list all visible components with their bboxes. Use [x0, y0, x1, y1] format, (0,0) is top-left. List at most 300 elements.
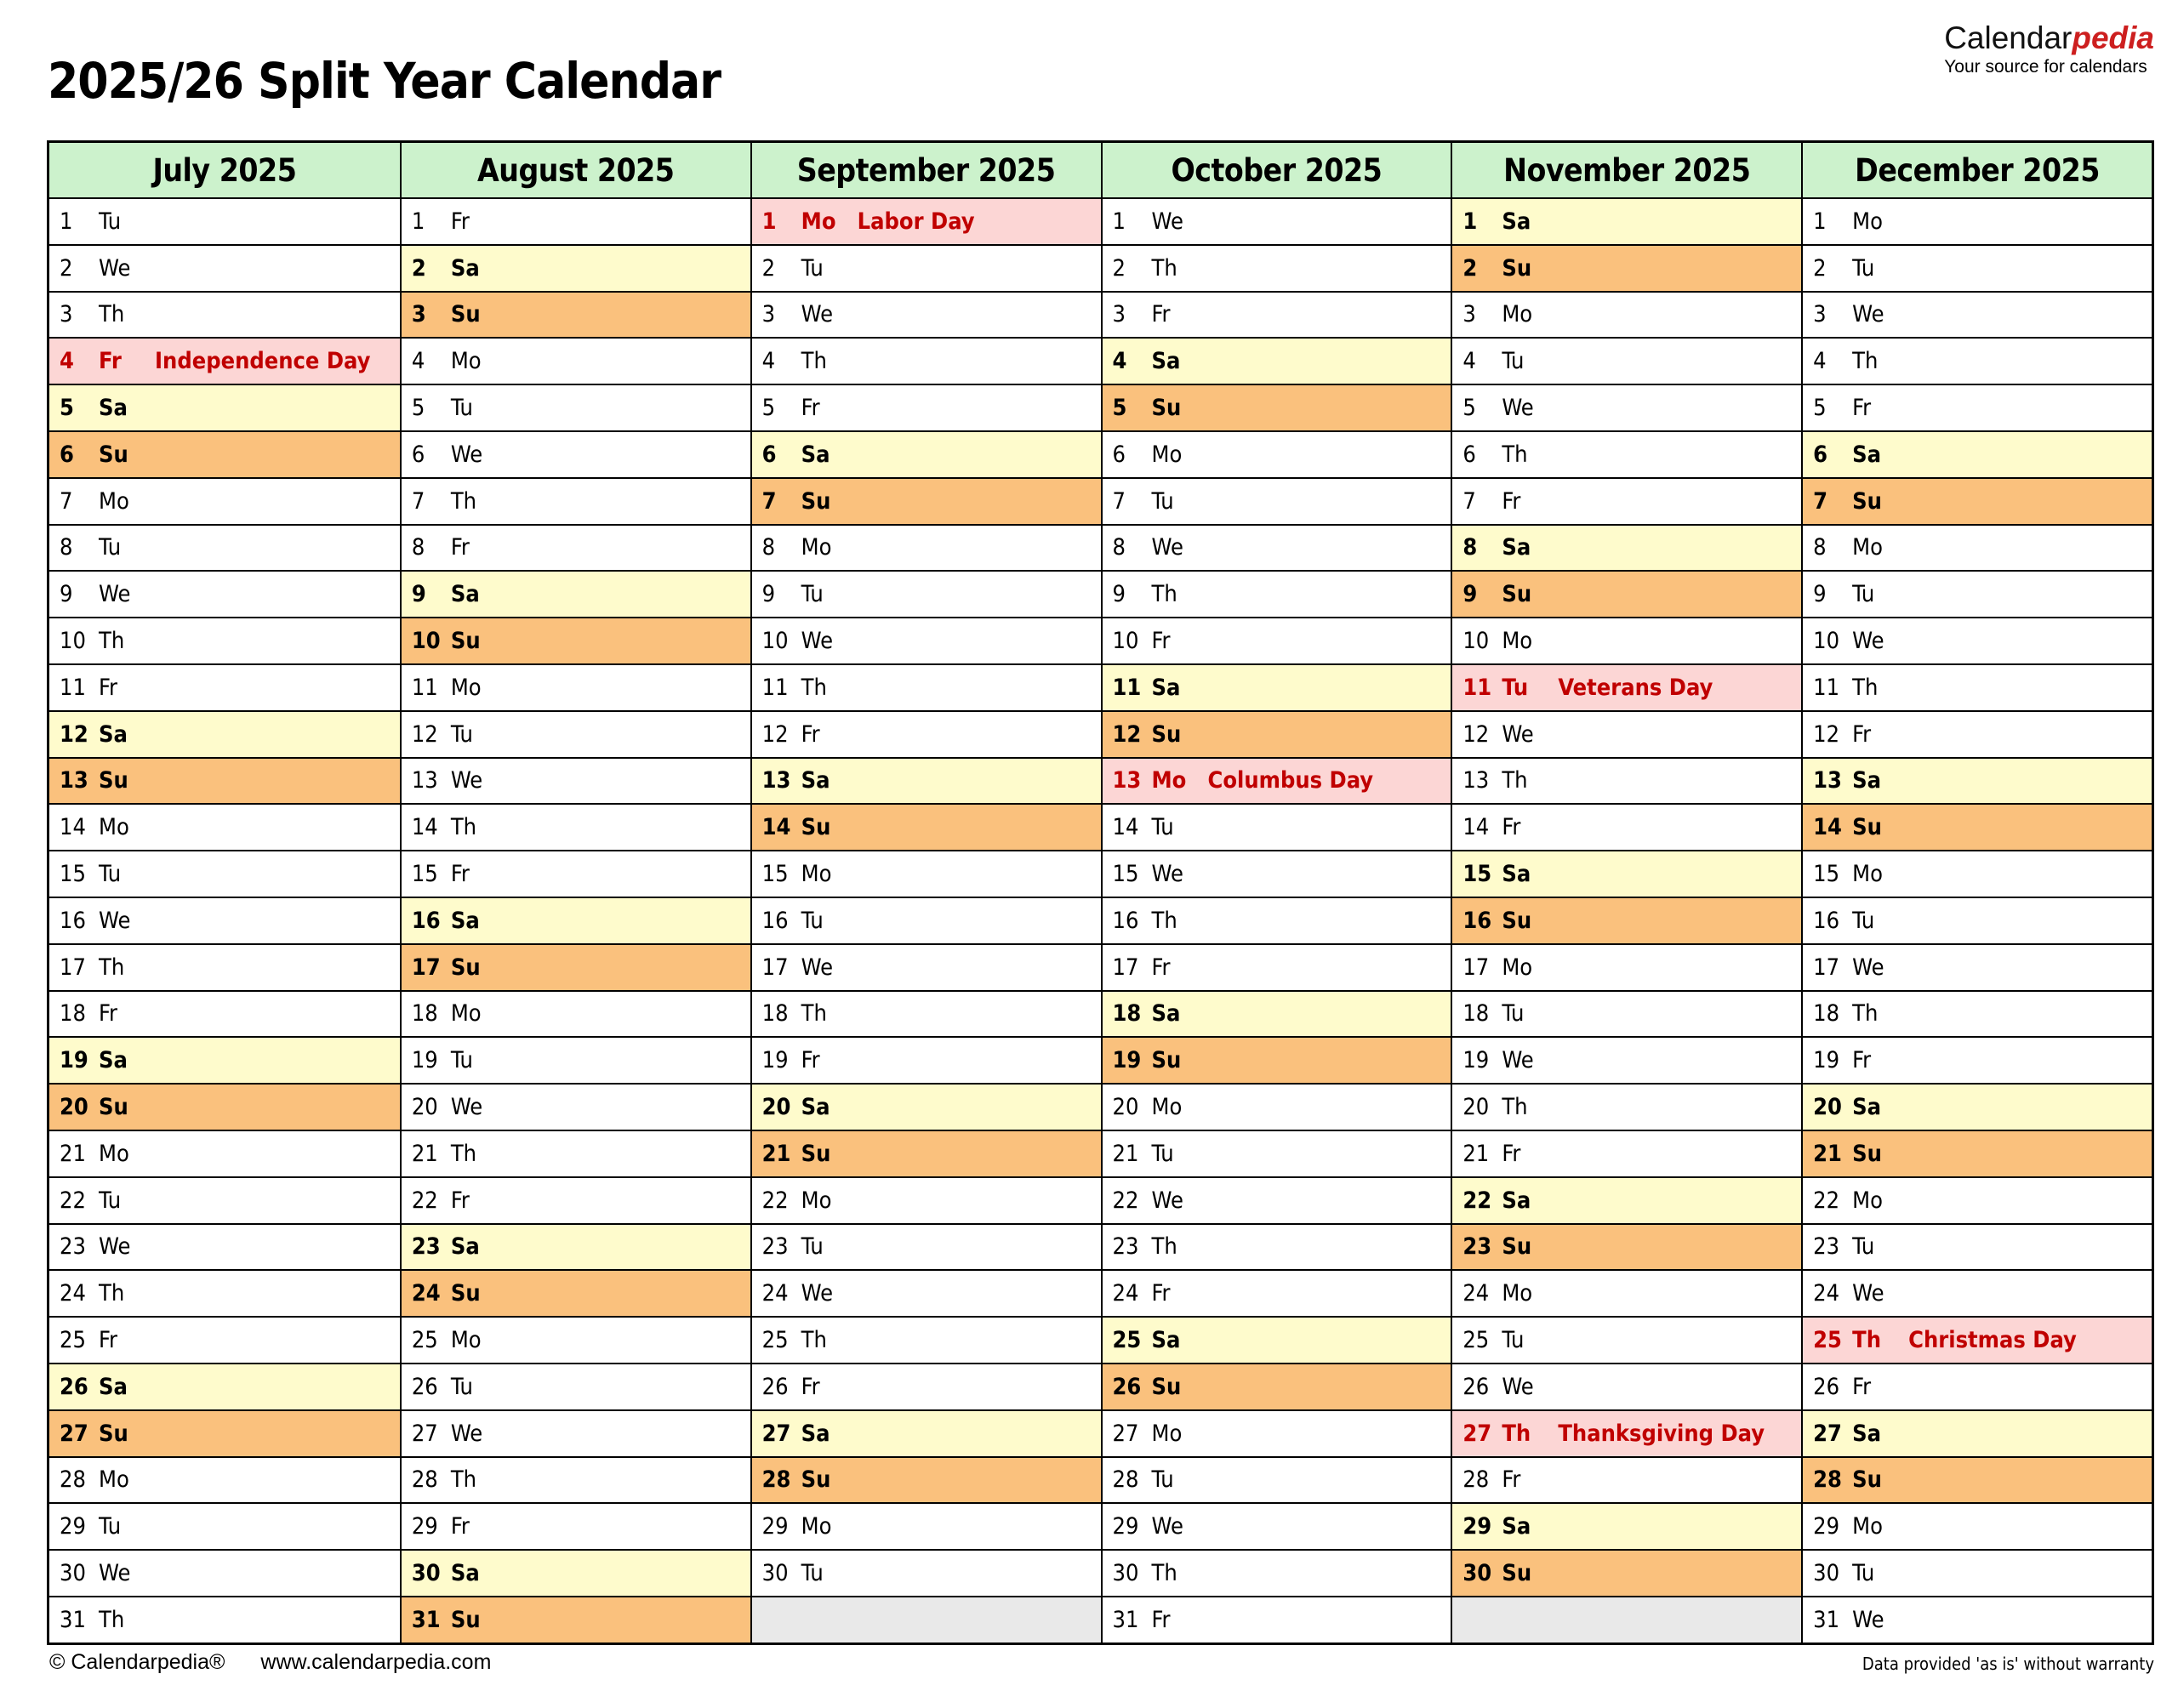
day-cell [1801, 803, 2152, 850]
day-cell [750, 1409, 1101, 1456]
day-cell [1801, 477, 2152, 524]
day-cell [750, 1083, 1101, 1130]
weekday-abbrev: Mo [1151, 767, 1187, 794]
day-number: 10 [411, 628, 441, 655]
weekday-abbrev: Th [1151, 1233, 1177, 1261]
day-number: 8 [411, 534, 425, 561]
day-number: 11 [411, 674, 438, 701]
day-cell [49, 197, 400, 244]
day-cell [1801, 1269, 2152, 1316]
day-cell [49, 384, 400, 430]
day-cell [1101, 990, 1451, 1037]
day-cell [750, 897, 1101, 943]
weekday-abbrev: Fr [1852, 1047, 1872, 1074]
day-cell [49, 1083, 400, 1130]
weekday-abbrev: Fr [1502, 814, 1521, 841]
day-cell [1451, 1036, 1801, 1083]
weekday-abbrev: Sa [1502, 1187, 1531, 1214]
weekday-abbrev: Mo [99, 814, 129, 841]
weekday-abbrev: Su [1502, 254, 1532, 282]
day-cell [750, 943, 1101, 990]
weekday-abbrev: Sa [450, 1560, 480, 1586]
day-number: 14 [60, 814, 86, 841]
day-cell [1101, 710, 1451, 757]
day-cell [1801, 990, 2152, 1037]
weekday-abbrev: Tu [1502, 1327, 1525, 1354]
day-cell [1101, 617, 1451, 663]
weekday-abbrev: We [450, 1094, 483, 1121]
day-number: 17 [1462, 954, 1490, 981]
day-number: 21 [1112, 1140, 1139, 1167]
page-title: 2025/26 Split Year Calendar [48, 51, 721, 110]
day-cell [750, 430, 1101, 477]
weekday-abbrev: Fr [1151, 301, 1171, 328]
day-number: 17 [761, 954, 789, 981]
weekday-abbrev: Th [99, 1280, 125, 1307]
day-cell [1801, 757, 2152, 804]
holiday-label: Christmas Day [1908, 1327, 2077, 1354]
day-number: 5 [761, 395, 776, 422]
day-cell [400, 850, 750, 897]
day-cell [1801, 570, 2152, 617]
day-cell [1101, 943, 1451, 990]
day-number: 6 [761, 441, 777, 468]
weekday-abbrev: Th [1852, 348, 1879, 375]
weekday-abbrev: We [450, 767, 483, 794]
holiday-label: Independence Day [155, 348, 371, 375]
day-cell [1451, 1363, 1801, 1409]
day-number: 13 [1813, 767, 1842, 794]
day-cell [49, 1502, 400, 1549]
weekday-abbrev: Fr [450, 534, 470, 561]
day-number: 31 [411, 1606, 441, 1633]
weekday-abbrev: Fr [1151, 1606, 1171, 1633]
day-cell [400, 1456, 750, 1503]
day-cell [1101, 1176, 1451, 1223]
day-number: 17 [60, 954, 86, 981]
day-number: 29 [1813, 1513, 1840, 1540]
weekday-abbrev: We [1852, 954, 1884, 981]
weekday-abbrev: Su [450, 954, 481, 981]
day-cell [400, 1409, 750, 1456]
day-number: 7 [60, 487, 73, 515]
day-number: 6 [60, 441, 74, 468]
weekday-abbrev: We [99, 907, 131, 934]
weekday-abbrev: We [1151, 1187, 1183, 1214]
day-number: 7 [1462, 487, 1476, 515]
weekday-abbrev: Th [801, 348, 827, 375]
day-number: 4 [1813, 348, 1827, 375]
day-number: 26 [761, 1373, 789, 1400]
weekday-abbrev: Th [1502, 1420, 1531, 1447]
weekday-abbrev: Sa [1852, 767, 1882, 794]
weekday-abbrev: Tu [801, 1560, 824, 1586]
day-number: 28 [1813, 1466, 1842, 1494]
day-number: 27 [761, 1420, 791, 1447]
day-number: 22 [1813, 1187, 1840, 1214]
day-cell [1451, 1456, 1801, 1503]
day-cell [49, 244, 400, 291]
weekday-abbrev: Sa [1151, 674, 1181, 701]
day-cell [1451, 663, 1801, 710]
weekday-abbrev: We [1151, 861, 1183, 888]
weekday-abbrev: Tu [801, 907, 824, 934]
day-cell [1101, 384, 1451, 430]
day-cell [1101, 1316, 1451, 1363]
weekday-abbrev: Tu [801, 1233, 824, 1261]
day-number: 16 [60, 907, 86, 934]
logo-wordmark [1944, 22, 2154, 55]
day-cell [750, 477, 1101, 524]
weekday-abbrev: Su [1852, 1466, 1882, 1494]
day-number: 1 [60, 208, 73, 235]
day-cell [750, 570, 1101, 617]
day-cell [400, 943, 750, 990]
day-number: 7 [1813, 487, 1828, 515]
weekday-abbrev: We [1852, 1280, 1884, 1307]
weekday-abbrev: Su [1151, 1373, 1182, 1400]
weekday-abbrev: We [1502, 720, 1534, 748]
day-cell [49, 990, 400, 1037]
weekday-abbrev: Mo [1502, 628, 1533, 655]
day-cell [1801, 1316, 2152, 1363]
day-cell [49, 477, 400, 524]
day-cell [400, 337, 750, 384]
day-number: 17 [411, 954, 441, 981]
day-number: 4 [1112, 348, 1127, 375]
day-number: 14 [761, 814, 791, 841]
weekday-abbrev: Mo [1502, 954, 1533, 981]
day-number: 25 [60, 1327, 86, 1354]
day-number: 24 [60, 1280, 86, 1307]
weekday-abbrev: We [1852, 1606, 1884, 1633]
weekday-abbrev: Mo [1852, 1187, 1883, 1214]
day-cell [1801, 524, 2152, 571]
day-number: 5 [1112, 395, 1127, 422]
day-number: 28 [761, 1466, 791, 1494]
day-cell [750, 1223, 1101, 1270]
day-number: 16 [1813, 907, 1840, 934]
month-header-december: December 2025 [1801, 143, 2152, 197]
day-cell [49, 897, 400, 943]
day-number: 11 [1813, 674, 1840, 701]
day-number: 26 [1813, 1373, 1840, 1400]
day-cell [1451, 990, 1801, 1037]
month-header-august: August 2025 [400, 143, 750, 197]
day-cell [400, 1130, 750, 1176]
weekday-abbrev: Su [450, 1280, 481, 1307]
weekday-abbrev: Sa [99, 1047, 128, 1074]
weekday-abbrev: Sa [801, 441, 830, 468]
day-cell [400, 757, 750, 804]
day-number: 15 [1112, 861, 1139, 888]
weekday-abbrev: Sa [99, 720, 128, 748]
day-number: 28 [1462, 1466, 1490, 1494]
weekday-abbrev: Th [1151, 581, 1177, 608]
holiday-label: Veterans Day [1558, 674, 1713, 701]
day-number: 20 [1462, 1094, 1490, 1121]
weekday-abbrev: Mo [1151, 1420, 1183, 1447]
day-number: 25 [411, 1327, 438, 1354]
day-cell [400, 897, 750, 943]
day-cell [750, 1036, 1101, 1083]
day-number: 26 [1462, 1373, 1490, 1400]
day-cell [750, 197, 1101, 244]
day-cell [400, 1036, 750, 1083]
day-cell [750, 850, 1101, 897]
weekday-abbrev: Tu [450, 1047, 473, 1074]
day-cell [1451, 850, 1801, 897]
day-number: 25 [761, 1327, 789, 1354]
day-cell [49, 1269, 400, 1316]
day-number: 22 [60, 1187, 86, 1214]
day-cell [1451, 757, 1801, 804]
day-number: 9 [761, 581, 776, 608]
weekday-abbrev: Tu [99, 534, 122, 561]
day-number: 8 [1112, 534, 1126, 561]
day-cell [1801, 663, 2152, 710]
weekday-abbrev: We [99, 254, 131, 282]
day-cell [1101, 477, 1451, 524]
weekday-abbrev: We [1502, 1047, 1534, 1074]
weekday-abbrev: Su [99, 1094, 128, 1121]
weekday-abbrev: Th [450, 1140, 477, 1167]
weekday-abbrev: Th [1502, 1094, 1528, 1121]
day-cell [400, 1549, 750, 1596]
weekday-abbrev: Mo [450, 674, 482, 701]
day-cell [1451, 1316, 1801, 1363]
day-number: 5 [411, 395, 425, 422]
day-cell [49, 617, 400, 663]
weekday-abbrev: Tu [450, 720, 473, 748]
day-cell [1451, 1502, 1801, 1549]
day-cell [1451, 291, 1801, 338]
day-cell [1101, 570, 1451, 617]
day-number: 24 [411, 1280, 441, 1307]
day-cell [1451, 1223, 1801, 1270]
day-cell [49, 430, 400, 477]
weekday-abbrev: Mo [801, 861, 832, 888]
day-number: 7 [411, 487, 425, 515]
day-cell [49, 757, 400, 804]
day-cell [400, 663, 750, 710]
day-cell [1801, 617, 2152, 663]
weekday-abbrev: Tu [1151, 1466, 1174, 1494]
day-cell [750, 990, 1101, 1037]
weekday-abbrev: Su [1502, 907, 1532, 934]
day-cell [1101, 291, 1451, 338]
day-number: 16 [411, 907, 441, 934]
day-number: 20 [1112, 1094, 1139, 1121]
day-number: 7 [1112, 487, 1126, 515]
weekday-abbrev: Tu [450, 1373, 473, 1400]
day-number: 30 [1462, 1560, 1492, 1586]
weekday-abbrev: Fr [450, 1513, 470, 1540]
day-number: 24 [761, 1280, 789, 1307]
day-number: 13 [761, 767, 791, 794]
weekday-abbrev: Fr [99, 1327, 117, 1354]
weekday-abbrev: Sa [1852, 1094, 1882, 1121]
day-cell [1101, 1363, 1451, 1409]
day-cell [1451, 477, 1801, 524]
day-cell [400, 803, 750, 850]
day-cell [1101, 244, 1451, 291]
weekday-abbrev: Fr [99, 348, 122, 375]
weekday-abbrev: Fr [99, 674, 117, 701]
day-number: 4 [1462, 348, 1476, 375]
day-cell [1801, 1176, 2152, 1223]
day-number: 19 [1112, 1047, 1142, 1074]
day-cell [49, 1130, 400, 1176]
weekday-abbrev: Mo [1852, 861, 1883, 888]
weekday-abbrev: We [1151, 1513, 1183, 1540]
day-number: 15 [60, 861, 86, 888]
day-cell [1801, 291, 2152, 338]
weekday-abbrev: Th [450, 1466, 477, 1494]
day-cell [1451, 1549, 1801, 1596]
day-number: 21 [1813, 1140, 1842, 1167]
day-cell [1101, 197, 1451, 244]
day-number: 11 [60, 674, 86, 701]
weekday-abbrev: Tu [99, 1513, 122, 1540]
day-number: 21 [60, 1140, 86, 1167]
day-cell [49, 803, 400, 850]
weekday-abbrev: Su [450, 628, 481, 655]
day-number: 6 [1112, 441, 1126, 468]
weekday-abbrev: Tu [1852, 581, 1875, 608]
day-number: 9 [1462, 581, 1478, 608]
day-number: 29 [761, 1513, 789, 1540]
weekday-abbrev: Sa [450, 581, 480, 608]
day-number: 6 [1813, 441, 1828, 468]
day-cell [1451, 803, 1801, 850]
weekday-abbrev: Sa [450, 1233, 480, 1261]
day-number: 8 [1813, 534, 1827, 561]
day-cell [1101, 897, 1451, 943]
day-cell [400, 1596, 750, 1643]
day-number: 20 [411, 1094, 438, 1121]
day-number: 1 [411, 208, 425, 235]
day-number: 30 [1813, 1560, 1840, 1586]
weekday-abbrev: Su [801, 1140, 831, 1167]
weekday-abbrev: Mo [1852, 1513, 1883, 1540]
day-cell [1451, 1130, 1801, 1176]
day-cell [750, 337, 1101, 384]
day-number: 12 [1813, 720, 1840, 748]
weekday-abbrev: Th [801, 1000, 827, 1028]
day-cell [49, 1549, 400, 1596]
day-cell [1101, 1409, 1451, 1456]
day-number: 3 [1112, 301, 1126, 328]
day-cell [1101, 1083, 1451, 1130]
weekday-abbrev: Tu [1502, 674, 1529, 701]
weekday-abbrev: Sa [801, 1420, 830, 1447]
day-number: 28 [60, 1466, 86, 1494]
weekday-abbrev: We [1502, 1373, 1534, 1400]
day-cell [1801, 897, 2152, 943]
day-number: 15 [411, 861, 438, 888]
day-number: 18 [1813, 1000, 1840, 1028]
day-cell [1101, 1269, 1451, 1316]
day-number: 23 [411, 1233, 441, 1261]
day-number: 9 [411, 581, 426, 608]
day-number: 13 [1112, 767, 1142, 794]
month-header-october: October 2025 [1101, 143, 1451, 197]
day-cell [49, 1363, 400, 1409]
day-cell [1801, 1409, 2152, 1456]
day-cell [400, 617, 750, 663]
calendarpedia-url[interactable]: www.calendarpedia.com [260, 1650, 492, 1674]
day-number: 22 [761, 1187, 789, 1214]
day-number: 10 [761, 628, 789, 655]
day-cell [750, 1316, 1101, 1363]
day-cell [1801, 1549, 2152, 1596]
day-number: 12 [1112, 720, 1142, 748]
day-cell [1101, 1130, 1451, 1176]
weekday-abbrev: Tu [1852, 254, 1875, 282]
day-cell [750, 384, 1101, 430]
day-cell [1101, 1502, 1451, 1549]
weekday-abbrev: We [801, 301, 834, 328]
day-number: 3 [1813, 301, 1827, 328]
day-cell [1801, 430, 2152, 477]
day-cell [750, 524, 1101, 571]
day-cell [49, 1036, 400, 1083]
weekday-abbrev: Fr [801, 1373, 820, 1400]
weekday-abbrev: We [801, 1280, 834, 1307]
day-cell [750, 1549, 1101, 1596]
day-number: 31 [1813, 1606, 1840, 1633]
day-cell [750, 803, 1101, 850]
day-number: 21 [411, 1140, 438, 1167]
day-number: 24 [1112, 1280, 1139, 1307]
weekday-abbrev: Su [1151, 1047, 1182, 1074]
weekday-abbrev: We [1852, 301, 1884, 328]
day-number: 25 [1813, 1327, 1842, 1354]
day-cell [400, 1316, 750, 1363]
weekday-abbrev: Sa [1151, 348, 1181, 375]
day-cell [400, 570, 750, 617]
day-number: 8 [761, 534, 776, 561]
day-number: 10 [1813, 628, 1840, 655]
day-cell [49, 943, 400, 990]
day-cell [49, 570, 400, 617]
day-cell [1451, 1409, 1801, 1456]
weekday-abbrev: Sa [1502, 534, 1531, 561]
weekday-abbrev: Th [1151, 1560, 1177, 1586]
weekday-abbrev: Th [1502, 441, 1528, 468]
day-number: 11 [761, 674, 789, 701]
day-cell [1101, 524, 1451, 571]
day-cell [400, 710, 750, 757]
day-cell [400, 477, 750, 524]
weekday-abbrev: Th [1852, 1327, 1882, 1354]
day-number: 3 [1462, 301, 1476, 328]
weekday-abbrev: Sa [1852, 441, 1882, 468]
day-cell [49, 663, 400, 710]
weekday-abbrev: We [450, 1420, 483, 1447]
day-number: 1 [1462, 208, 1478, 235]
day-number: 22 [411, 1187, 438, 1214]
day-cell [1451, 943, 1801, 990]
day-number: 23 [1112, 1233, 1139, 1261]
weekday-abbrev: Th [801, 674, 827, 701]
day-number: 2 [761, 254, 776, 282]
weekday-abbrev: Mo [450, 348, 482, 375]
day-cell [49, 1596, 400, 1643]
day-cell [750, 1363, 1101, 1409]
day-cell [1801, 1130, 2152, 1176]
